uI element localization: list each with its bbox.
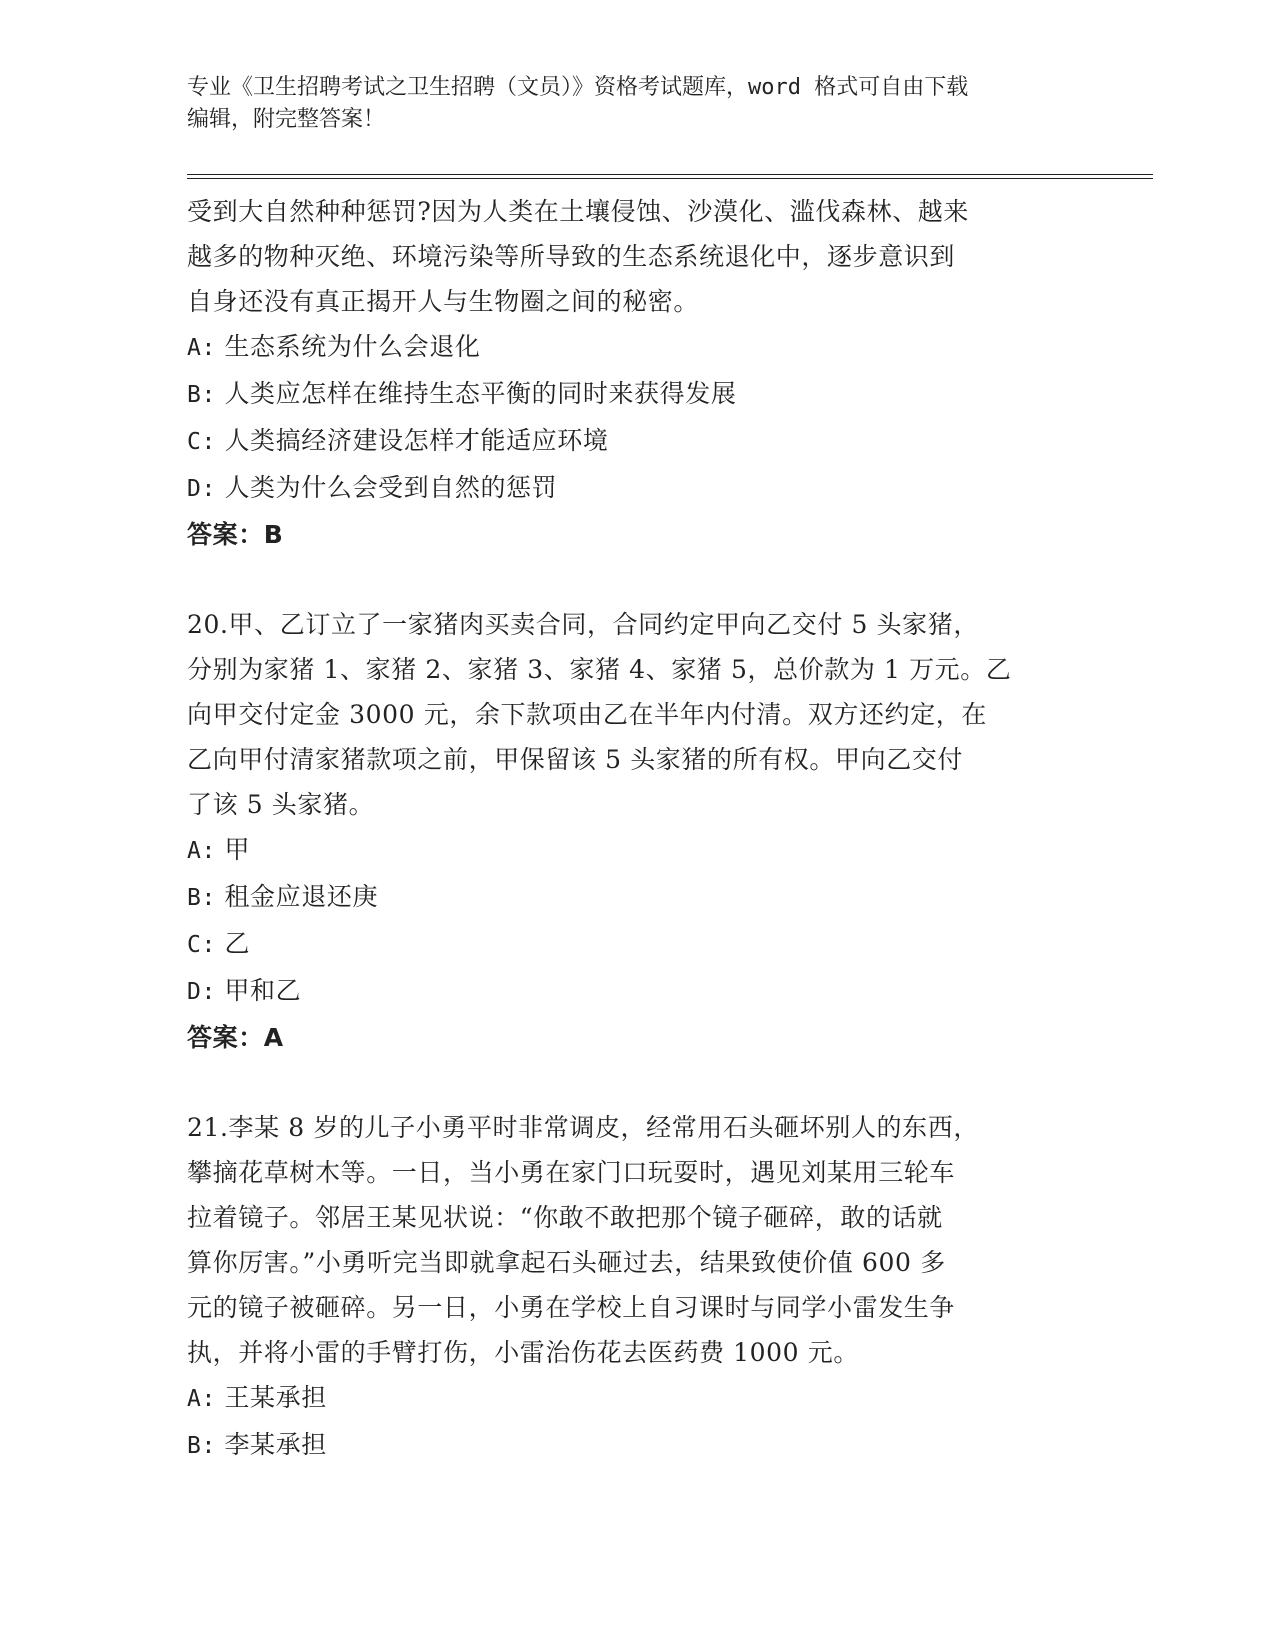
- option-letter: A:: [187, 335, 216, 361]
- option-text: 租金应退还庚: [224, 882, 379, 911]
- option-d: [187, 968, 1087, 1015]
- option-letter: A:: [187, 838, 216, 864]
- document-body: [187, 189, 1087, 1469]
- option-text: 人类为什么会受到自然的惩罚: [224, 473, 558, 502]
- question-stem-line: 算你厉害。”小勇听完当即就拿起石头砸过去，结果致使价值 600 多: [187, 1248, 946, 1277]
- option-letter: A:: [187, 1386, 216, 1412]
- question-block: [187, 602, 1087, 1060]
- header-line-1: 专业《卫生招聘考试之卫生招聘（文员）》资格考试题库，word 格式可自由下载: [187, 75, 969, 100]
- option-text: 甲和乙: [224, 976, 302, 1005]
- question-stem-line: 元的镜子被砸碎。另一日，小勇在学校上自习课时与同学小雷发生争: [187, 1293, 956, 1322]
- option-letter: D:: [187, 979, 216, 1005]
- option-letter: D:: [187, 476, 216, 502]
- option-text: 甲: [224, 835, 251, 864]
- option-a: [187, 324, 1087, 371]
- question-stem-line: 执，并将小雷的手臂打伤，小雷治伤花去医药费 1000 元。: [187, 1338, 859, 1367]
- question-block: [187, 1105, 1087, 1469]
- option-b: [187, 1422, 1087, 1469]
- question-stem-line: 20.甲、乙订立了一家猪肉买卖合同，合同约定甲向乙交付 5 头家猪，: [187, 610, 979, 639]
- question-stem-line: 越多的物种灭绝、环境污染等所导致的生态系统退化中，逐步意识到: [187, 242, 956, 271]
- option-c: [187, 921, 1087, 968]
- question-stem-line: 受到大自然种种惩罚?因为人类在土壤侵蚀、沙漠化、滥伐森林、越来: [187, 197, 970, 226]
- option-text: 李某承担: [224, 1430, 327, 1459]
- answer-line: 答案：B: [187, 520, 284, 549]
- question-stem-line: 21.李某 8 岁的儿子小勇平时非常调皮，经常用石头砸坏别人的东西，: [187, 1113, 979, 1142]
- option-text: 人类应怎样在维持生态平衡的同时来获得发展: [224, 379, 737, 408]
- option-a: [187, 827, 1087, 874]
- question-stem-line: 乙向甲付清家猪款项之前，甲保留该 5 头家猪的所有权。甲向乙交付: [187, 745, 964, 774]
- header-double-rule: [187, 174, 1153, 179]
- option-text: 王某承担: [224, 1383, 327, 1412]
- option-text: 人类搞经济建设怎样才能适应环境: [224, 426, 609, 455]
- question-stem-line: 向甲交付定金 3000 元，余下款项由乙在半年内付清。双方还约定，在: [187, 700, 987, 729]
- question-stem-line: 自身还没有真正揭开人与生物圈之间的秘密。: [187, 287, 700, 316]
- option-b: [187, 874, 1087, 921]
- option-a: [187, 1375, 1087, 1422]
- question-stem-line: 拉着镜子。邻居王某见状说：“你敢不敢把那个镜子砸碎，敢的话就: [187, 1203, 943, 1232]
- option-letter: B:: [187, 382, 216, 408]
- header-line-2: 编辑，附完整答案！: [187, 107, 386, 132]
- option-letter: C:: [187, 429, 216, 455]
- option-text: 生态系统为什么会退化: [224, 332, 481, 361]
- question-stem-line: 分别为家猪 1、家猪 2、家猪 3、家猪 4、家猪 5，总价款为 1 万元。乙: [187, 655, 1012, 684]
- block-spacer: [187, 1060, 1087, 1105]
- option-letter: B:: [187, 885, 216, 911]
- document-header: [187, 72, 1087, 136]
- option-b: [187, 371, 1087, 418]
- option-d: [187, 465, 1087, 512]
- block-spacer: [187, 557, 1087, 602]
- option-letter: C:: [187, 932, 216, 958]
- option-c: [187, 418, 1087, 465]
- option-text: 乙: [224, 929, 251, 958]
- answer-line: 答案：A: [187, 1023, 284, 1052]
- option-letter: B:: [187, 1433, 216, 1459]
- question-stem-line: 了该 5 头家猪。: [187, 790, 375, 819]
- question-stem-line: 攀摘花草树木等。一日，当小勇在家门口玩耍时，遇见刘某用三轮车: [187, 1158, 956, 1187]
- question-block: [187, 189, 1087, 557]
